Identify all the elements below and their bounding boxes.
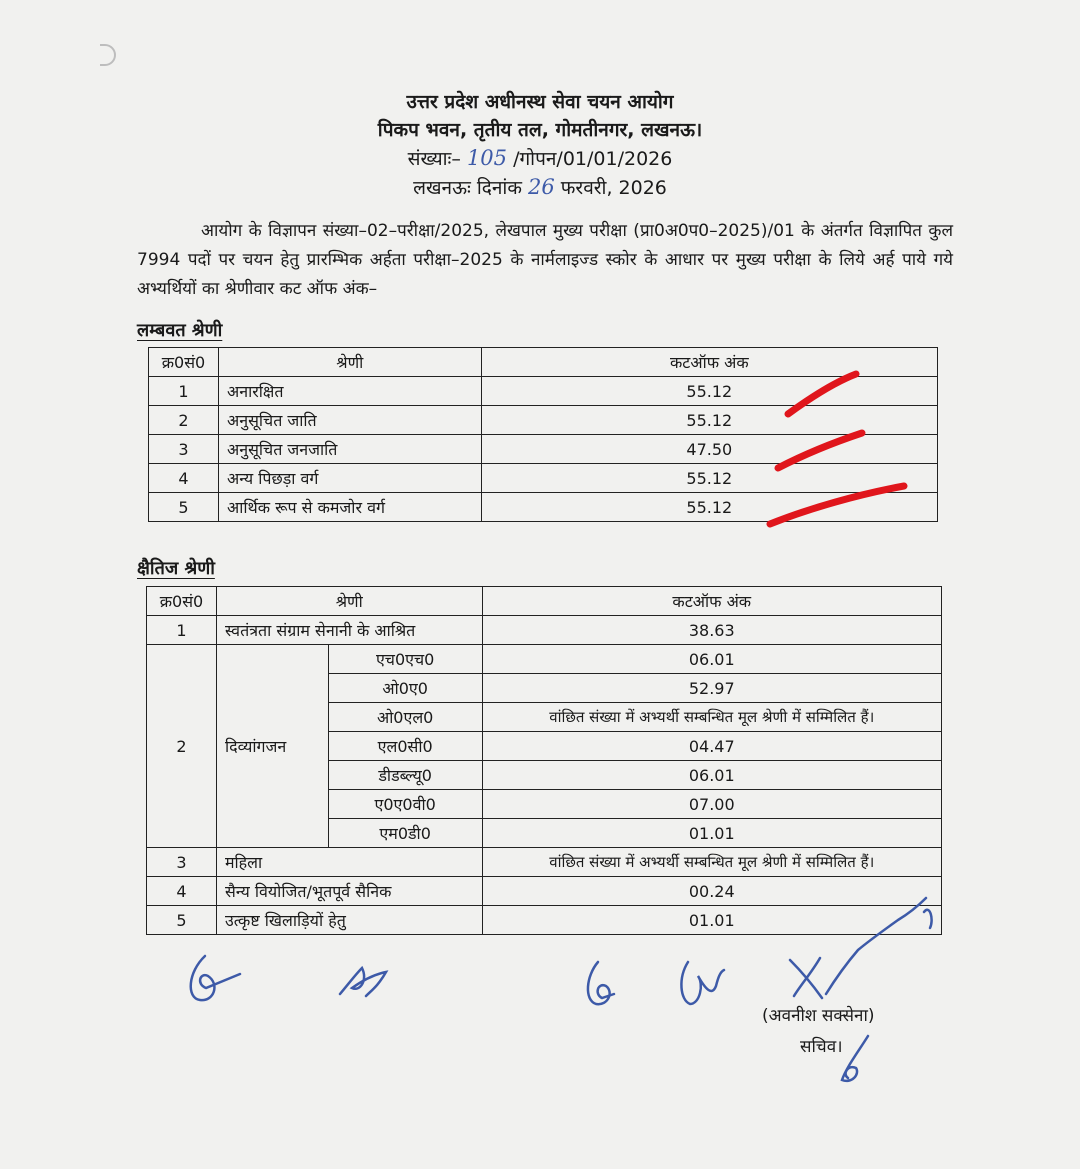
table-header-row xyxy=(149,348,938,377)
org-name: उत्तर प्रदेश अधीनस्थ सेवा चयन आयोग xyxy=(406,91,674,113)
handwritten-ref-number: 105 xyxy=(466,146,508,170)
reference-number: संख्याः– 105 /गोपन/01/01/2026 xyxy=(407,146,673,170)
handwritten-signature xyxy=(191,956,240,1000)
table-row: 1 अनारक्षित 55.12 xyxy=(149,377,938,406)
handwritten-signature xyxy=(842,1036,868,1081)
org-address: पिकप भवन, तृतीय तल, गोमतीनगर, लखनऊ। xyxy=(377,119,703,141)
header-category: श्रेणी xyxy=(218,348,481,377)
issue-date: लखनऊः दिनांक 26 फरवरी, 2026 xyxy=(413,175,667,199)
header-cutoff: कटऑफ अंक xyxy=(482,587,942,616)
table-row: ओ0ए0 52.97 xyxy=(147,674,942,703)
table-row: 2 अनुसूचित जाति 55.12 xyxy=(149,406,938,435)
vertical-category-heading: लम्बवत श्रेणी xyxy=(137,320,223,341)
table-row: एल0सी0 04.47 xyxy=(147,732,942,761)
header-category: श्रेणी xyxy=(216,587,482,616)
signatory-name: (अवनीश सक्सेना) xyxy=(762,1006,875,1026)
intro-paragraph: आयोग के विज्ञापन संख्या–02–परीक्षा/2025, लेखपाल मुख्य परीक्षा (प्रा0अ0प0–2025)/01 के अंतर्गत विज्ञापित कुल 7994 पदों पर चयन हेतु प्रारम्भिक अर्हता परीक्षा–2025 के नार्मलाइज्ड स्कोर के आधार पर मुख्य परीक्षा के लिये अर्ह पाये गये अभ्यर्थियों का श्रेणीवार कट ऑफ अंक– xyxy=(137,221,953,299)
header-sno: क्र0सं0 xyxy=(149,348,219,377)
table-row: 1 स्वतंत्रता संग्राम सेनानी के आश्रित 38.63 xyxy=(147,616,942,645)
table-row: ए0ए0वी0 07.00 xyxy=(147,790,942,819)
divyangjan-category: दिव्यांगजन xyxy=(216,645,328,848)
horizontal-category-heading: क्षैतिज श्रेणी xyxy=(137,558,215,579)
table-row: 5 आर्थिक रूप से कमजोर वर्ग 55.12 xyxy=(149,493,938,522)
table-header-row xyxy=(147,587,942,616)
handwritten-signature xyxy=(340,968,386,996)
signatory-designation: सचिव। xyxy=(800,1037,843,1057)
table-row: 3 महिला वांछित संख्या में अभ्यर्थी सम्बन्धित मूल श्रेणी में सम्मिलित हैं। xyxy=(147,848,942,877)
table-row: 4 सैन्य वियोजित/भूतपूर्व सैनिक 00.24 xyxy=(147,877,942,906)
table-row: 3 अनुसूचित जनजाति 47.50 xyxy=(149,435,938,464)
letterhead xyxy=(0,88,1080,202)
vertical-cutoff-table xyxy=(148,347,938,522)
punch-hole-mark xyxy=(100,44,116,66)
header-sno: क्र0सं0 xyxy=(147,587,217,616)
table-row: 5 उत्कृष्ट खिलाड़ियों हेतु 01.01 xyxy=(147,906,942,935)
table-row: डीडब्ल्यू0 06.01 xyxy=(147,761,942,790)
handwritten-signature xyxy=(681,962,724,1004)
table-row: ओ0एल0 वांछित संख्या में अभ्यर्थी सम्बन्धित मूल श्रेणी में सम्मिलित हैं। xyxy=(147,703,942,732)
horizontal-cutoff-table xyxy=(146,586,942,935)
header-cutoff: कटऑफ अंक xyxy=(481,348,937,377)
handwritten-date-day: 26 xyxy=(528,175,555,199)
table-row: 4 अन्य पिछड़ा वर्ग 55.12 xyxy=(149,464,938,493)
handwritten-signature xyxy=(588,962,614,1004)
table-row: 2 दिव्यांगजन एच0एच0 06.01 xyxy=(147,645,942,674)
table-row: एम0डी0 01.01 xyxy=(147,819,942,848)
